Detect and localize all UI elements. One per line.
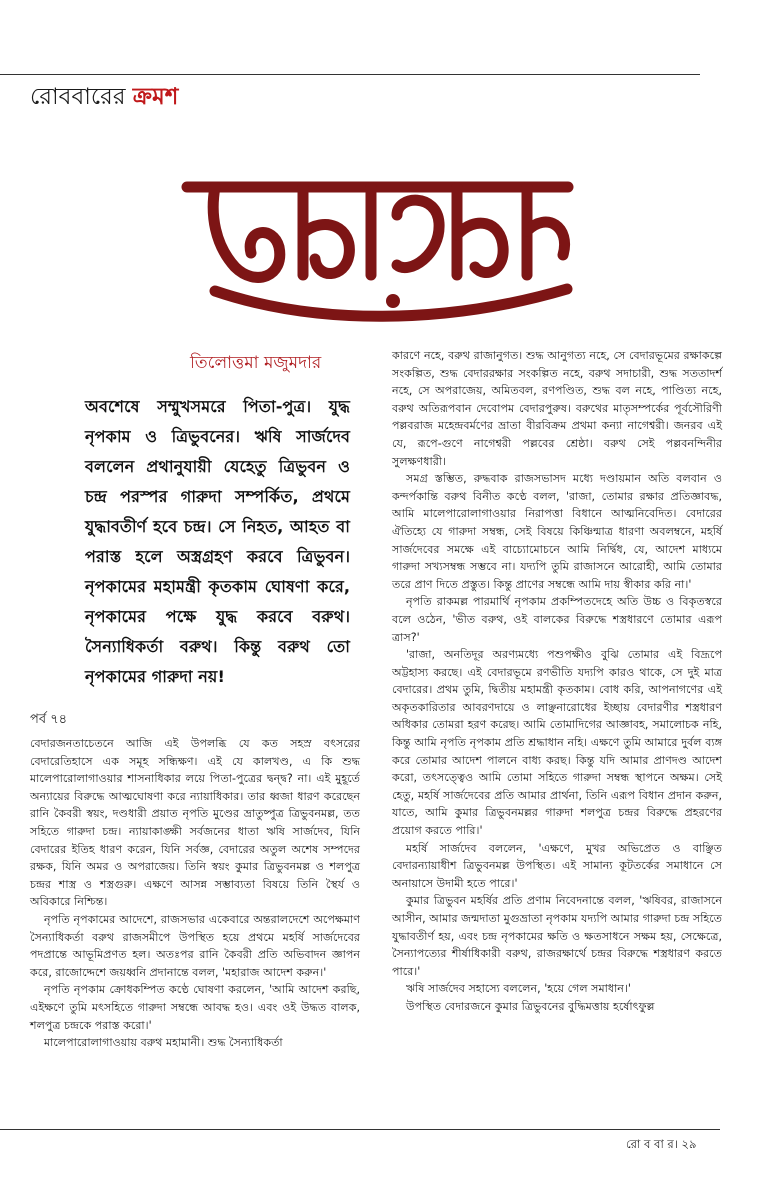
paragraph: কুমার ত্রিভুবন মহর্ষির প্রতি প্রণাম নিবেদনান্তে বলল, 'ঋষিবর, রাজাসনে আসীন, আমার জন্মদাতা মুগুভ্রাতা নৃপকাম যদ্যপি আমার গারুদা চন্দ্র সহিতে যুদ্ধাবতীর্ণ হয়, এবং চন্দ্র নৃপকামের ক্ষতি ও ক্ষতসাধনে সক্ষম হয়, সেক্ষেত্রে, সৈন্যাপত্যের শীর্ষাধিকারী বরুথ, রাজরক্ষার্থে চন্দ্রর বিরুদ্ধে শস্ত্রধারণ করতে পারে।' [392, 894, 722, 978]
top-rule [0, 74, 700, 75]
episode-number: পর্ব ৭৪ [30, 712, 68, 727]
serial-title-logo-art [175, 175, 580, 325]
body-column-right [392, 347, 722, 1016]
lead-summary: অবশেষে সম্মুখসমরে পিতা-পুত্র। যুদ্ধ নৃপকাম ও ত্রিভুবনের। ঋষি সার্জদেব বললেন প্রথানুযায়ী যেহেতু ত্রিভুবন ও চন্দ্র পরস্পর গারুদা সম্পর্কিত, প্রথমে যুদ্ধাবতীর্ণ হবে চন্দ্র। সে নিহত, আহত বা পরাস্ত হলে অস্ত্রগ্রহণ করবে ত্রিভুবন। নৃপকামের মহামন্ত্রী কৃতকাম ঘোষণা করে, নৃপকামের পক্ষে যুদ্ধ করবে বরুথ। সৈন্যাধিকর্তা বরুথ। কিন্তু বরুথ তো নৃপকামের গারুদা নয়! [85, 397, 350, 686]
paragraph: উপস্থিত বেদারজনে কুমার ত্রিভুবনের বুদ্ধিমত্তায় হর্ষোৎফুল্ল [406, 999, 655, 1013]
serial-title-logo [175, 175, 580, 325]
paragraph: নৃপতি রাকমল্ল পারমার্থি নৃপকাম প্রকম্পিতদেহে অতি উচ্চ ও বিকৃতস্বরে বলে ওঠেন, 'ভীত বরুথ, ওই বালকের বিরুদ্ধে শস্ত্রধারণে তোমার এরূপ ত্রাস?' [392, 595, 722, 644]
section-header [30, 82, 178, 112]
bottom-rule [0, 1129, 720, 1130]
series-label: ক্রমশ [132, 84, 179, 110]
author-byline: তিলোত্তমা মজুমদার [190, 353, 322, 373]
body-column-left [30, 735, 360, 1052]
paragraph: কারণে নহে, বরুথ রাজানুগত। শুদ্ধ আনুগত্য নহে, সে বেদারভূমের রক্ষাকল্পে সংকল্পিত, শুদ্ধ বেদাররক্ষার সংকল্পিত নহে, বরুথ সদাচারী, শুদ্ধ সততাদর্শ নহে, সে অপরাজেয়, অমিতবল, রণপণ্ডিত, শুদ্ধ বল নহে, পাণ্ডিত্য নহে, বরুথ অতিরূপবান দেবোপম বেদারপুরুষ। বরুথের মাতৃসম্পর্কের পূর্বসৌরিণী পল্লবরাজ মহেন্দ্রবর্মণের ভ্রাতা বীরবিক্রম প্রথমা কন্যা নাগেশ্বরী। জনরব এই যে, রূপে-গুণে নাগেশ্বরী পল্লবের শ্রেষ্ঠা। বরুথ সেই পল্লবনন্দিনীর সুলক্ষণধারী। [392, 349, 722, 468]
paragraph: সমগ্র স্তম্ভিত, রুদ্ধবাক রাজসভাসদ মধ্যে দণ্ডায়মান অতি বলবান ও কন্দর্পকান্তি বরুথ বিনীত কণ্ঠে বলল, 'রাজা, তোমার রক্ষার প্রতিজ্ঞাবদ্ধ, আমি মালেপারোলাগাওয়ার নিরাপত্তা বিধানে আত্মনিবেদিত। বেদারের ঐতিহ্যে যে গারুদা সম্বন্ধ, সেই বিষয়ে কিঞ্চিন্মাত্র ধারণা অবলম্বনে, মহর্ষি সার্জদেবের সমক্ষে এই বাচ্যোমোচনে আমি নির্দ্বিধ, যে, আদেশ মাধ্যমে গারুদা সখ্যসম্বন্ধ সম্ভবে না। যদ্যপি তুমি রাজাসনে আরোহী, আমি তোমার তরে প্রাণ দিতে প্রস্তুত। কিন্তু প্রাণের সম্বন্ধে আমি দায় স্বীকার করি না।' [392, 472, 722, 591]
paragraph: বেদারজনতাচেতনে আজি এই উপলব্ধি যে কত সহস্র বৎসরের বেদারেতিহাসে এক সমূহ সন্ধিক্ষণ। এই যে কালখণ্ড, এ কি শুদ্ধ মালেপারোলাগাওয়ার শাসনাধিকার লয়ে পিতা-পুত্রের দ্বন্দ্ব? না। এই মুহূর্তে অন্যায়ের বিরুদ্ধে আত্মঘোষণা করে ন্যায়াধিকার। তার ধ্বজা ধারণ করেছেন রানি কৈবরী স্বয়ং, দণ্ডধারী প্রয়াত নৃপতি মুণ্ডের ভ্রাতুষ্পুত্র ত্রিভুবনমল্ল, তত সহিতে গারুদা চন্দ্র। ন্যায়াকাঙ্ক্ষী সর্বজনের ধাতা ঋষি সার্জদেব, যিনি বেদারের ইতিহ ধারণ করেন, যিনি সর্বজ্ঞ, বেদারের অতুল অশেষ সম্পদের রক্ষক, যিনি অমর ও অপরাজেয়। তিনি স্বয়ং কুমার ত্রিভুবনমল্ল ও শলপুত্র চন্দ্রর শাস্ত্র ও শস্ত্রগুরু। এক্ষণে আসন্ন সম্ভাব্যতা বিষয়ে তিনি স্থৈর্য ও অবিকারে নিশ্চিন্ত। [30, 737, 360, 909]
page-folio: রো ব বা র। ২৯ [626, 1137, 697, 1151]
paragraph: মহর্ষি সার্জদেব বললেন, 'এক্ষণে, মুখর অভিপ্রেত ও বাঞ্ছিত বেদারন্যায়াধীশ ত্রিভুবনমল্ল উপস্থিত। এই সামান্য কূটতর্কের সমাধানে সে অনায়াসে উদামী হতে পারে।' [392, 841, 722, 890]
section-label: রোববারের [30, 84, 133, 110]
paragraph: নৃপতি নৃপকামের আদেশে, রাজসভার একেবারে অন্তরালদেশে অপেক্ষমাণ সৈন্যাধিকর্তা বরুথ রাজসমীপে উপস্থিত হয়ে প্রথমে মহর্ষি সার্জদেবের পদপ্রান্তে আভূমিপ্রণত হল। অতঃপর রানি কৈবরী প্রতি অভিবাদন জ্ঞাপন করে, রাজোদ্দেশে জয়ধ্বনি প্রদানান্তে বলল, 'মহারাজ আদেশ করুন।' [30, 912, 360, 979]
paragraph: 'রাজা, অনতিদূর অরণ্যমধ্যে পশুপক্ষীও বুঝি তোমার এই বিদ্রূপে অট্টহাস্য করছে। এই বেদারভূমে রণভীতি যদ্যপি কারও থাকে, সে দুই মাত্র বেদারের। প্রথম তুমি, দ্বিতীয় মহামন্ত্রী কৃতকাম। বোধ করি, আপনাগণের এই অকৃতকারিতার আবরণদায়ে ও লাঞ্ছনারোধের ইচ্ছায় বেদারণীর শস্ত্রধারণ অধিকার তোমরা হরণ করেছ। আমি তোমাদিগের আজ্ঞাবহ, সমালোচক নহি, কিন্তু আমি নৃপতি নৃপকাম প্রতি শ্রদ্ধাধান নহি। এক্ষণে তুমি আমারে দুর্বল ব্যঙ্গ করে তোমার আদেশ পালনে বাধ্য করছ। কিন্তু যদি আমার প্রাণদণ্ড আদেশ করো, তৎসত্ত্বেও আমি তোমা সহিতে গারুদা সম্বন্ধ স্থাপনে অক্ষম। সেই হেতু, মহর্ষি সার্জদেবের প্রতি আমার প্রার্থনা, তিনি এরূপ বিধান প্রদান করুন, যাতে, আমি কুমার ত্রিভুবনমল্লর গারুদা শলপুত্র চন্দ্রর বিরুদ্ধে প্রহরণের প্রয়োগ করতে পারি।' [392, 648, 722, 838]
paragraph: মালেপারোলাগাওয়ায় বরুথ মহামানী। শুদ্ধ সৈন্যাধিকর্তা [44, 1036, 283, 1050]
paragraph: নৃপতি নৃপকাম ক্রোধকম্পিত কণ্ঠে ঘোষণা করলেন, 'আমি আদেশ করছি, এইক্ষণে তুমি মৎসহিতে গারুদা সম্বন্ধে আবদ্ধ হও। এবং ওই উদ্ধত বালক, শলপুত্র চন্দ্রকে পরাস্ত করো।' [30, 983, 360, 1032]
paragraph: ঋষি সার্জদেব সহাস্যে বললেন, 'হয়ে গেল সমাধান।' [406, 982, 631, 996]
